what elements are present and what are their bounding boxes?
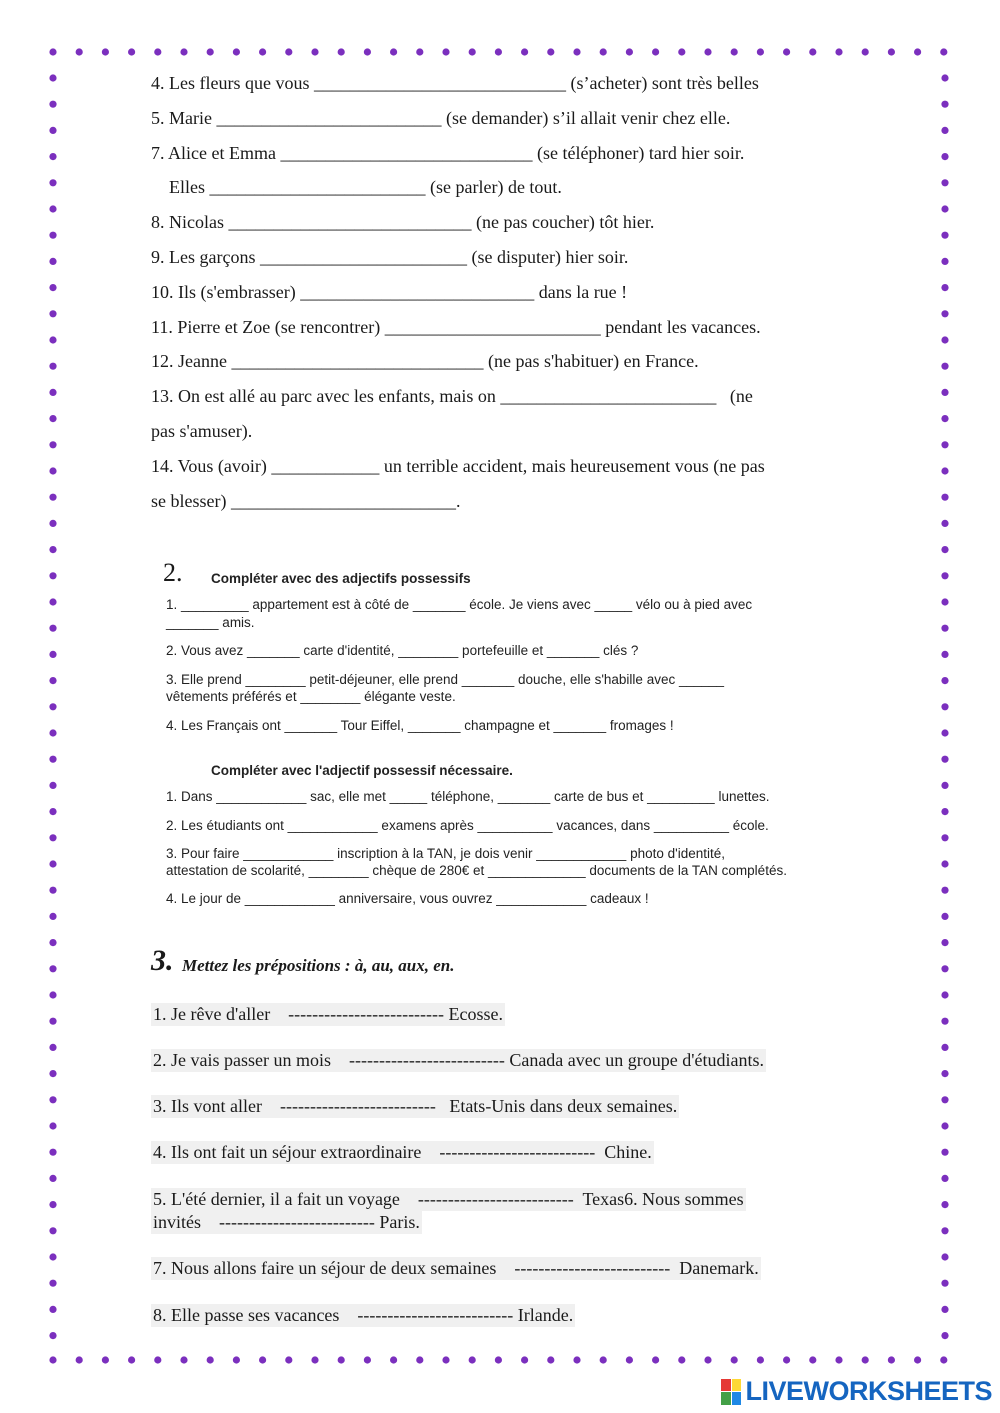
border-dot — [757, 1356, 764, 1363]
exercise2a-line: 3. Elle prend ________ petit-déjeuner, elle prend _______ douche, elle s'habille avec ______ — [166, 672, 725, 687]
border-dot — [76, 1356, 83, 1363]
exercise1-line: pas s'amuser). — [151, 421, 253, 441]
border-dot — [49, 363, 56, 370]
border-dot — [941, 389, 948, 396]
logo-mark-icon — [721, 1379, 741, 1405]
border-dot — [941, 258, 948, 265]
exercise3-line: 1. Je rêve d'aller -------------------------- Ecosse. — [153, 1004, 504, 1024]
border-dot — [941, 363, 948, 370]
border-dot — [49, 441, 56, 448]
border-dot — [941, 1201, 948, 1208]
exercise1-line: 7. Alice et Emma ____________________________ (se téléphoner) tard hier soir. — [151, 143, 745, 163]
border-dot — [941, 1253, 948, 1260]
border-dot — [207, 48, 214, 55]
exercise3-line: invités -------------------------- Paris. — [153, 1212, 420, 1232]
border-dot — [285, 48, 292, 55]
exercise1-line: 8. Nicolas ___________________________ (ne pas coucher) tôt hier. — [151, 212, 655, 232]
exercise2b-line: 4. Le jour de ____________ anniversaire, vous ouvrez ____________ cadeaux ! — [166, 891, 649, 906]
border-dot — [678, 1356, 685, 1363]
exercise2a-line: vêtements préférés et ________ élégante veste. — [166, 689, 456, 704]
border-dot — [49, 939, 56, 946]
border-dot — [941, 74, 948, 81]
border-dot — [416, 48, 423, 55]
border-dot — [180, 1356, 187, 1363]
border-dot — [652, 1356, 659, 1363]
border-dot — [835, 48, 842, 55]
border-dot — [547, 1356, 554, 1363]
border-dot — [49, 729, 56, 736]
border-dot — [49, 572, 56, 579]
exercise2a-line: _______ amis. — [166, 615, 255, 630]
border-dot — [49, 1201, 56, 1208]
border-dot — [600, 1356, 607, 1363]
exercise3-number: 3. — [151, 944, 174, 977]
border-dot — [941, 677, 948, 684]
border-dot — [862, 48, 869, 55]
exercise3-line: 8. Elle passe ses vacances -------------------------- Irlande. — [153, 1305, 574, 1325]
border-dot — [364, 1356, 371, 1363]
border-dot — [941, 153, 948, 160]
border-dot — [49, 284, 56, 291]
border-dot — [941, 1070, 948, 1077]
border-dot — [941, 703, 948, 710]
exercise2a-line: 1. _________ appartement est à côté de _______ école. Je viens avec _____ vélo ou à pied avec — [166, 597, 753, 612]
border-dot — [49, 467, 56, 474]
border-dot — [809, 1356, 816, 1363]
exercise1-line: 11. Pierre et Zoe (se rencontrer) ________________________ pendant les vacances. — [151, 317, 761, 337]
border-dot — [573, 48, 580, 55]
border-dot — [49, 756, 56, 763]
liveworksheets-logo[interactable] — [721, 1376, 992, 1407]
border-dot — [49, 887, 56, 894]
border-dot — [49, 808, 56, 815]
border-dot — [941, 834, 948, 841]
exercise1-line: 14. Vous (avoir) ____________ un terrible accident, mais heureusement vous (ne pas — [151, 456, 765, 476]
border-dot — [941, 179, 948, 186]
border-dot — [49, 74, 56, 81]
border-dot — [573, 1356, 580, 1363]
border-dot — [259, 1356, 266, 1363]
border-dot — [495, 48, 502, 55]
border-dot — [888, 1356, 895, 1363]
border-dot — [783, 48, 790, 55]
border-dot — [49, 494, 56, 501]
border-dot — [338, 1356, 345, 1363]
border-dot — [941, 415, 948, 422]
border-dot — [390, 48, 397, 55]
border-dot — [49, 1332, 56, 1339]
border-dot — [128, 48, 135, 55]
border-dot — [941, 965, 948, 972]
border-dot — [76, 48, 83, 55]
exercise3-line: 7. Nous allons faire un séjour de deux semaines -------------------------- Danemark. — [153, 1258, 759, 1278]
border-dot — [941, 1044, 948, 1051]
exercise2b-line: attestation de scolarité, ________ chèque de 280€ et _____________ documents de la TAN complétés. — [166, 863, 787, 878]
border-dot — [49, 860, 56, 867]
border-dot — [809, 48, 816, 55]
border-dot — [941, 1122, 948, 1129]
border-dot — [233, 1356, 240, 1363]
exercise2-title-a: Compléter avec des adjectifs possessifs — [211, 571, 471, 586]
border-dot — [731, 1356, 738, 1363]
border-dot — [941, 1149, 948, 1156]
border-dot — [941, 467, 948, 474]
border-dot — [49, 965, 56, 972]
border-dot — [49, 1044, 56, 1051]
border-dot — [49, 127, 56, 134]
border-dot — [941, 756, 948, 763]
border-dot — [941, 232, 948, 239]
border-dot — [311, 48, 318, 55]
exercise1-line: Elles ________________________ (se parler) de tout. — [151, 177, 562, 197]
border-dot — [390, 1356, 397, 1363]
border-dot — [49, 232, 56, 239]
border-dot — [49, 834, 56, 841]
border-dot — [941, 101, 948, 108]
border-dot — [941, 336, 948, 343]
border-dot — [941, 494, 948, 501]
border-dot — [364, 48, 371, 55]
exercise1-line: se blesser) _________________________. — [151, 491, 461, 511]
border-dot — [49, 153, 56, 160]
border-dot — [941, 1227, 948, 1234]
border-dot — [914, 48, 921, 55]
border-dot — [49, 258, 56, 265]
border-dot — [49, 598, 56, 605]
border-dot — [888, 48, 895, 55]
border-dot — [49, 101, 56, 108]
logo-text: LIVEWORKSHEETS — [745, 1376, 992, 1406]
border-dot — [941, 572, 948, 579]
border-dot — [941, 546, 948, 553]
border-dot — [49, 1280, 56, 1287]
border-dot — [783, 1356, 790, 1363]
border-dot — [49, 1122, 56, 1129]
border-dot — [49, 48, 56, 55]
border-dot — [49, 651, 56, 658]
border-dot — [154, 48, 161, 55]
border-dot — [338, 48, 345, 55]
border-dot — [941, 913, 948, 920]
border-dot — [941, 205, 948, 212]
border-dot — [652, 48, 659, 55]
border-dot — [941, 729, 948, 736]
exercise1-line: 4. Les fleurs que vous ____________________________ (s’acheter) sont très belles — [151, 73, 759, 93]
border-dot — [626, 48, 633, 55]
border-dot — [704, 1356, 711, 1363]
border-dot — [49, 415, 56, 422]
exercise2-number: 2. — [163, 558, 183, 587]
exercise3-line: 2. Je vais passer un mois -------------------------- Canada avec un groupe d'étudiants. — [153, 1050, 764, 1070]
exercise3-line: 5. L'été dernier, il a fait un voyage -------------------------- Texas6. Nous sommes — [153, 1189, 744, 1209]
border-dot — [49, 913, 56, 920]
border-dot — [49, 991, 56, 998]
exercise1-line: 10. Ils (s'embrasser) __________________________ dans la rue ! — [151, 282, 628, 302]
border-dot — [49, 389, 56, 396]
border-dot — [941, 991, 948, 998]
border-dot — [941, 1018, 948, 1025]
border-dot — [49, 703, 56, 710]
border-dot — [207, 1356, 214, 1363]
border-dot — [49, 1070, 56, 1077]
border-dot — [49, 1018, 56, 1025]
border-dot — [495, 1356, 502, 1363]
border-dot — [49, 310, 56, 317]
border-dot — [941, 441, 948, 448]
exercise1-line: 5. Marie _________________________ (se demander) s’il allait venir chez elle. — [151, 108, 731, 128]
exercise1-line: 12. Jeanne ____________________________ (ne pas s'habituer) en France. — [151, 351, 699, 371]
border-dot — [49, 520, 56, 527]
border-dot — [757, 48, 764, 55]
border-dot — [102, 1356, 109, 1363]
border-dot — [914, 1356, 921, 1363]
border-dot — [940, 1356, 947, 1363]
border-dot — [49, 1356, 56, 1363]
border-dot — [128, 1356, 135, 1363]
exercise3-title: Mettez les prépositions : à, au, aux, en. — [182, 956, 455, 975]
border-dot — [941, 127, 948, 134]
border-dot — [941, 860, 948, 867]
border-dot — [49, 179, 56, 186]
border-dot — [521, 48, 528, 55]
border-dot — [941, 520, 948, 527]
border-dot — [49, 546, 56, 553]
exercise2b-line: 1. Dans ____________ sac, elle met _____ téléphone, _______ carte de bus et _________ lunettes. — [166, 789, 770, 804]
border-dot — [416, 1356, 423, 1363]
exercise2b-line: 3. Pour faire ____________ inscription à la TAN, je dois venir ____________ photo d'identité, — [166, 846, 725, 861]
border-dot — [940, 48, 947, 55]
border-dot — [49, 1306, 56, 1313]
border-dot — [49, 205, 56, 212]
border-dot — [941, 808, 948, 815]
border-dot — [521, 1356, 528, 1363]
border-dot — [941, 625, 948, 632]
border-dot — [49, 677, 56, 684]
border-dot — [862, 1356, 869, 1363]
border-dot — [941, 887, 948, 894]
border-dot — [233, 48, 240, 55]
border-dot — [941, 1175, 948, 1182]
border-dot — [49, 782, 56, 789]
border-dot — [731, 48, 738, 55]
border-dot — [49, 1096, 56, 1103]
exercise2a-line: 2. Vous avez _______ carte d'identité, ________ portefeuille et _______ clés ? — [166, 643, 639, 658]
border-dot — [600, 48, 607, 55]
border-dot — [469, 1356, 476, 1363]
border-dot — [941, 310, 948, 317]
border-dot — [285, 1356, 292, 1363]
border-dot — [941, 1280, 948, 1287]
exercise3-line: 4. Ils ont fait un séjour extraordinaire -------------------------- Chine. — [153, 1142, 652, 1162]
border-dot — [469, 48, 476, 55]
exercise2-title-b: Compléter avec l'adjectif possessif nécessaire. — [211, 763, 513, 778]
border-dot — [49, 336, 56, 343]
border-dot — [835, 1356, 842, 1363]
border-dot — [102, 48, 109, 55]
border-dot — [49, 1175, 56, 1182]
border-dot — [941, 651, 948, 658]
border-dot — [180, 48, 187, 55]
exercise3-line: 3. Ils vont aller -------------------------- Etats-Unis dans deux semaines. — [153, 1096, 678, 1116]
border-dot — [626, 1356, 633, 1363]
border-dot — [547, 48, 554, 55]
border-dot — [442, 48, 449, 55]
border-dot — [941, 1332, 948, 1339]
border-dot — [941, 1306, 948, 1313]
exercise1-line: 13. On est allé au parc avec les enfants, mais on ________________________ (ne — [151, 386, 753, 406]
border-dot — [941, 284, 948, 291]
border-dot — [941, 939, 948, 946]
border-dot — [154, 1356, 161, 1363]
border-dot — [704, 48, 711, 55]
border-dot — [941, 1096, 948, 1103]
border-dot — [941, 782, 948, 789]
border-dot — [678, 48, 685, 55]
border-dot — [941, 598, 948, 605]
border-dot — [49, 625, 56, 632]
border-dot — [442, 1356, 449, 1363]
exercise1-line: 9. Les garçons _______________________ (se disputer) hier soir. — [151, 247, 629, 267]
border-dot — [311, 1356, 318, 1363]
border-dot — [49, 1227, 56, 1234]
border-dot — [49, 1149, 56, 1156]
exercise2b-line: 2. Les étudiants ont ____________ examens après __________ vacances, dans __________ école. — [166, 818, 769, 833]
border-dot — [49, 1253, 56, 1260]
border-dot — [259, 48, 266, 55]
exercise2a-line: 4. Les Français ont _______ Tour Eiffel, _______ champagne et _______ fromages ! — [166, 718, 674, 733]
